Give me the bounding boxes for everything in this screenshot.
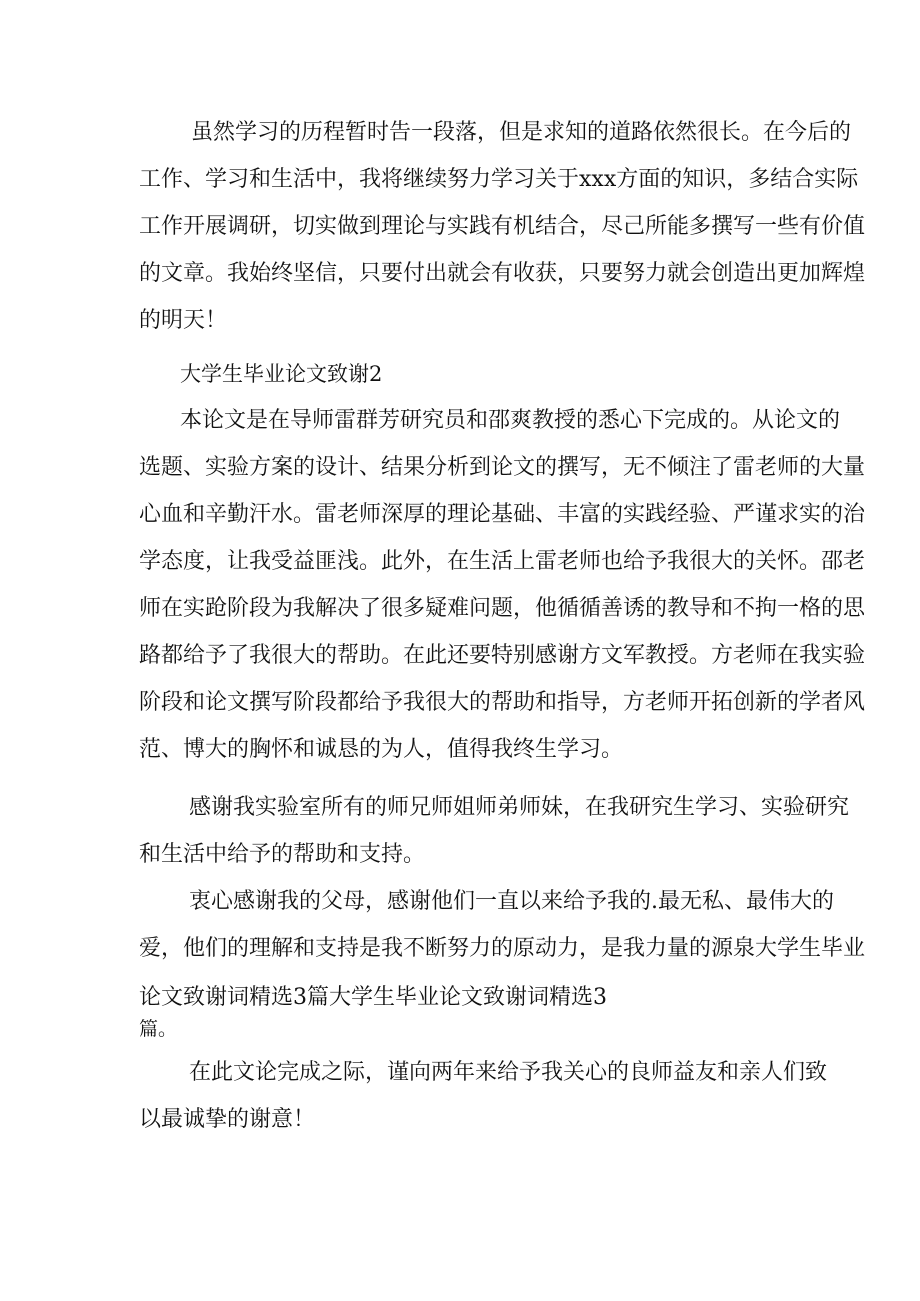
paragraph-line: 的文章。我始终坚信，只要付出就会有收获，只要努力就会创造出更加辉煌 xyxy=(139,261,866,286)
paragraph-line: 在此文论完成之际，谨向两年来给予我关心的良师益友和亲人们致 xyxy=(189,1060,828,1085)
paragraph-line: 虽然学习的历程暂时告一段落，但是求知的道路依然很长。在今后的 xyxy=(191,120,852,145)
paragraph-line: 本论文是在导师雷群芳研究员和邵爽教授的悉心下完成的。从论文的 xyxy=(180,408,841,433)
paragraph-line: 爱，他们的理解和支持是我不断努力的原动力，是我力量的源泉大学生毕业 xyxy=(139,936,866,961)
paragraph-line: 心血和辛勤汗水。雷老师深厚的理论基础、丰富的实践经验、严谨求实的治 xyxy=(139,502,866,527)
paragraph-line: 工作、学习和生活中，我将继续努力学习关于xxx方面的知识，多结合实际 xyxy=(139,167,859,192)
paragraph-line: 学态度，让我受益匪浅。此外，在生活上雷老师也给予我很大的关怀。邵老 xyxy=(139,549,866,574)
paragraph-line: 论文致谢词精选3篇大学生毕业论文致谢词精选3 xyxy=(139,985,607,1010)
paragraph-line: 衷心感谢我的父母，感谢他们一直以来给予我的.最无私、最伟大的 xyxy=(189,889,834,914)
section-heading: 大学生毕业论文致谢2 xyxy=(180,362,383,386)
paragraph-line: 感谢我实验室所有的师兄师姐师弟师妹，在我研究生学习、实验研究 xyxy=(189,795,850,820)
paragraph-line: 以最诚挚的谢意！ xyxy=(139,1107,316,1132)
paragraph-line: 阶段和论文撰写阶段都给予我很大的帮助和指导，方老师开拓创新的学者风 xyxy=(139,690,866,715)
paragraph-line: 篇。 xyxy=(139,1018,178,1040)
paragraph-line: 和生活中给予的帮助和支持。 xyxy=(139,842,426,867)
paragraph-line: 师在实跄阶段为我解决了很多疑难问题，他循循善诱的教导和不拘一格的思 xyxy=(139,596,866,621)
paragraph-line: 工作开展调研，切实做到理论与实践有机结合，尽己所能多撰写一些有价值 xyxy=(139,214,866,239)
paragraph-line: 路都给予了我很大的帮助。在此还要特别感谢方文军教授。方老师在我实验 xyxy=(139,643,866,668)
paragraph-line: 范、博大的胸怀和诚恳的为人，值得我终生学习。 xyxy=(139,737,624,762)
paragraph-line: 的明天！ xyxy=(139,308,228,333)
paragraph-line: 选题、实验方案的设计、结果分析到论文的撰写，无不倾注了雷老师的大量 xyxy=(139,455,866,480)
